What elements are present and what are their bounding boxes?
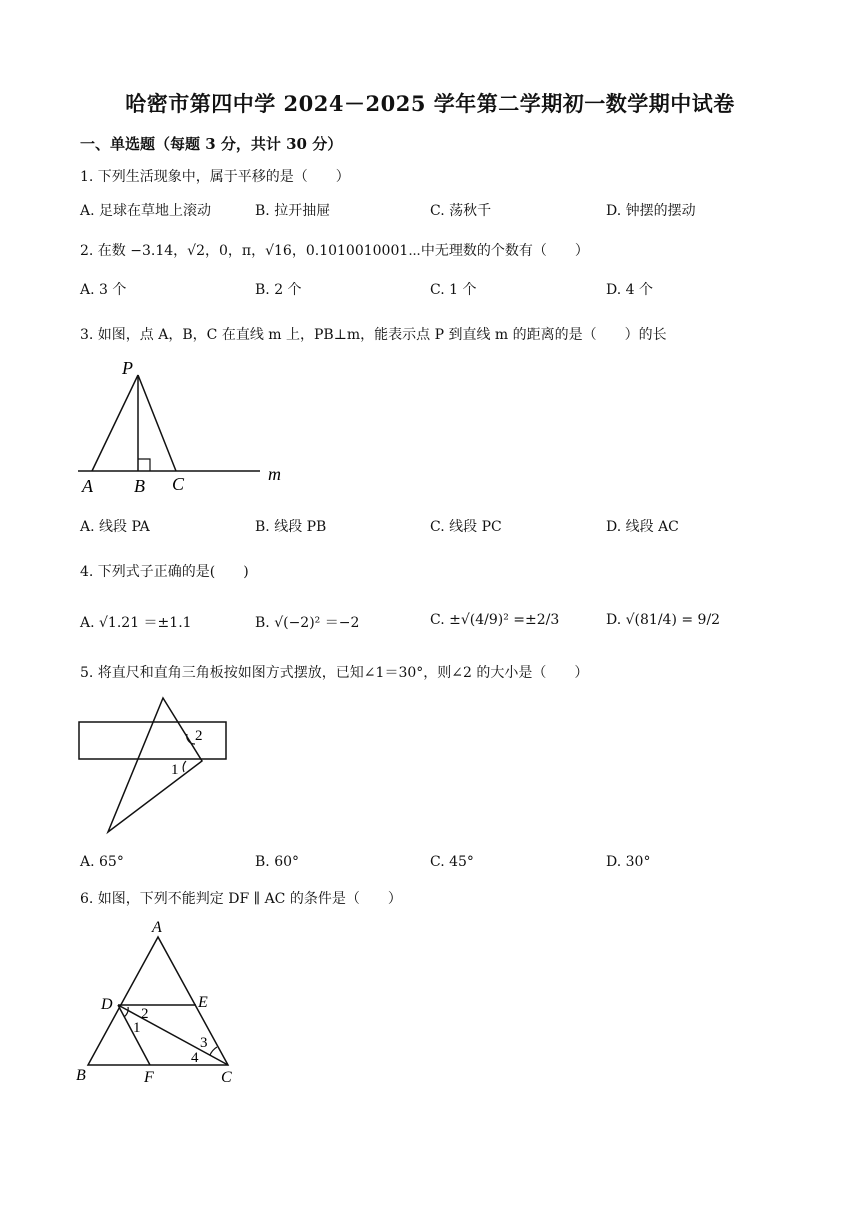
fig6-label-d: D xyxy=(101,996,113,1013)
question-4-option-b: B. √(−2)² ＝−2 xyxy=(255,615,360,631)
question-4-option-a: A. √1.21 ＝±1.1 xyxy=(80,615,192,631)
question-3-option-a: A. 线段 PA xyxy=(80,519,150,535)
fig5-angle-2: 2 xyxy=(195,728,203,744)
question-6-figure xyxy=(70,915,250,1090)
question-2-option-a: A. 3 个 xyxy=(80,282,127,298)
question-1-option-a: A. 足球在草地上滚动 xyxy=(80,203,212,219)
question-5-option-c: C. 45° xyxy=(430,854,474,870)
question-1-stem: 1. 下列生活现象中，属于平移的是（ ） xyxy=(80,169,350,185)
question-2-stem: 2. 在数 −3.14，√2，0，π，√16，0.1010010001⋯中无理数的个数有（ ） xyxy=(80,243,589,259)
question-1-option-c: C. 荡秋千 xyxy=(430,203,492,219)
fig6-angle-1: 1 xyxy=(133,1020,141,1036)
question-1-option-d: D. 钟摆的摆动 xyxy=(606,203,696,219)
fig6-angle-2: 2 xyxy=(141,1006,149,1022)
question-2-option-c: C. 1 个 xyxy=(430,282,477,298)
question-4-option-d: D. √(81/4) = 9/2 xyxy=(606,612,721,628)
question-3-figure xyxy=(70,355,300,500)
question-2-option-b: B. 2 个 xyxy=(255,282,302,298)
fig3-label-m: m xyxy=(268,464,281,484)
fig6-label-a: A xyxy=(152,919,162,936)
fig6-label-c: C xyxy=(221,1069,232,1086)
fig3-label-p: P xyxy=(122,358,133,378)
question-4-stem: 4. 下列式子正确的是( ) xyxy=(80,564,249,580)
question-5-option-b: B. 60° xyxy=(255,854,300,870)
question-3-option-c: C. 线段 PC xyxy=(430,519,502,535)
fig6-label-f: F xyxy=(144,1069,154,1086)
fig6-angle-3: 3 xyxy=(200,1035,208,1051)
fig3-label-c: C xyxy=(172,474,185,494)
section-heading: 一、单选题（每题 3 分，共计 30 分） xyxy=(80,135,343,153)
fig3-label-b: B xyxy=(134,476,145,496)
fig6-angle-4: 4 xyxy=(191,1050,199,1066)
fig6-label-e: E xyxy=(198,994,208,1011)
fig3-label-a: A xyxy=(82,476,93,496)
question-3-option-d: D. 线段 AC xyxy=(606,519,679,535)
fig5-angle-1: 1 xyxy=(171,762,179,778)
exam-title: 哈密市第四中学 2024－2025 学年第二学期初一数学期中试卷 xyxy=(125,91,735,116)
fig6-label-b: B xyxy=(76,1067,86,1084)
question-6-stem: 6. 如图，下列不能判定 DF ∥ AC 的条件是（ ） xyxy=(80,891,402,907)
question-5-option-d: D. 30° xyxy=(606,854,651,870)
question-5-stem: 5. 将直尺和直角三角板按如图方式摆放，已知∠1＝30°，则∠2 的大小是（ ） xyxy=(80,665,589,681)
question-5-figure xyxy=(70,690,240,840)
question-3-stem: 3. 如图，点 A，B，C 在直线 m 上，PB⊥m，能表示点 P 到直线 m 的距离的是（ ）的长 xyxy=(80,327,667,343)
question-4-option-c: C. ±√(4/9)² =±2/3 xyxy=(430,612,560,628)
question-5-option-a: A. 65° xyxy=(80,854,124,870)
question-2-option-d: D. 4 个 xyxy=(606,282,653,298)
question-1-option-b: B. 拉开抽屉 xyxy=(255,203,331,219)
question-3-option-b: B. 线段 PB xyxy=(255,519,327,535)
